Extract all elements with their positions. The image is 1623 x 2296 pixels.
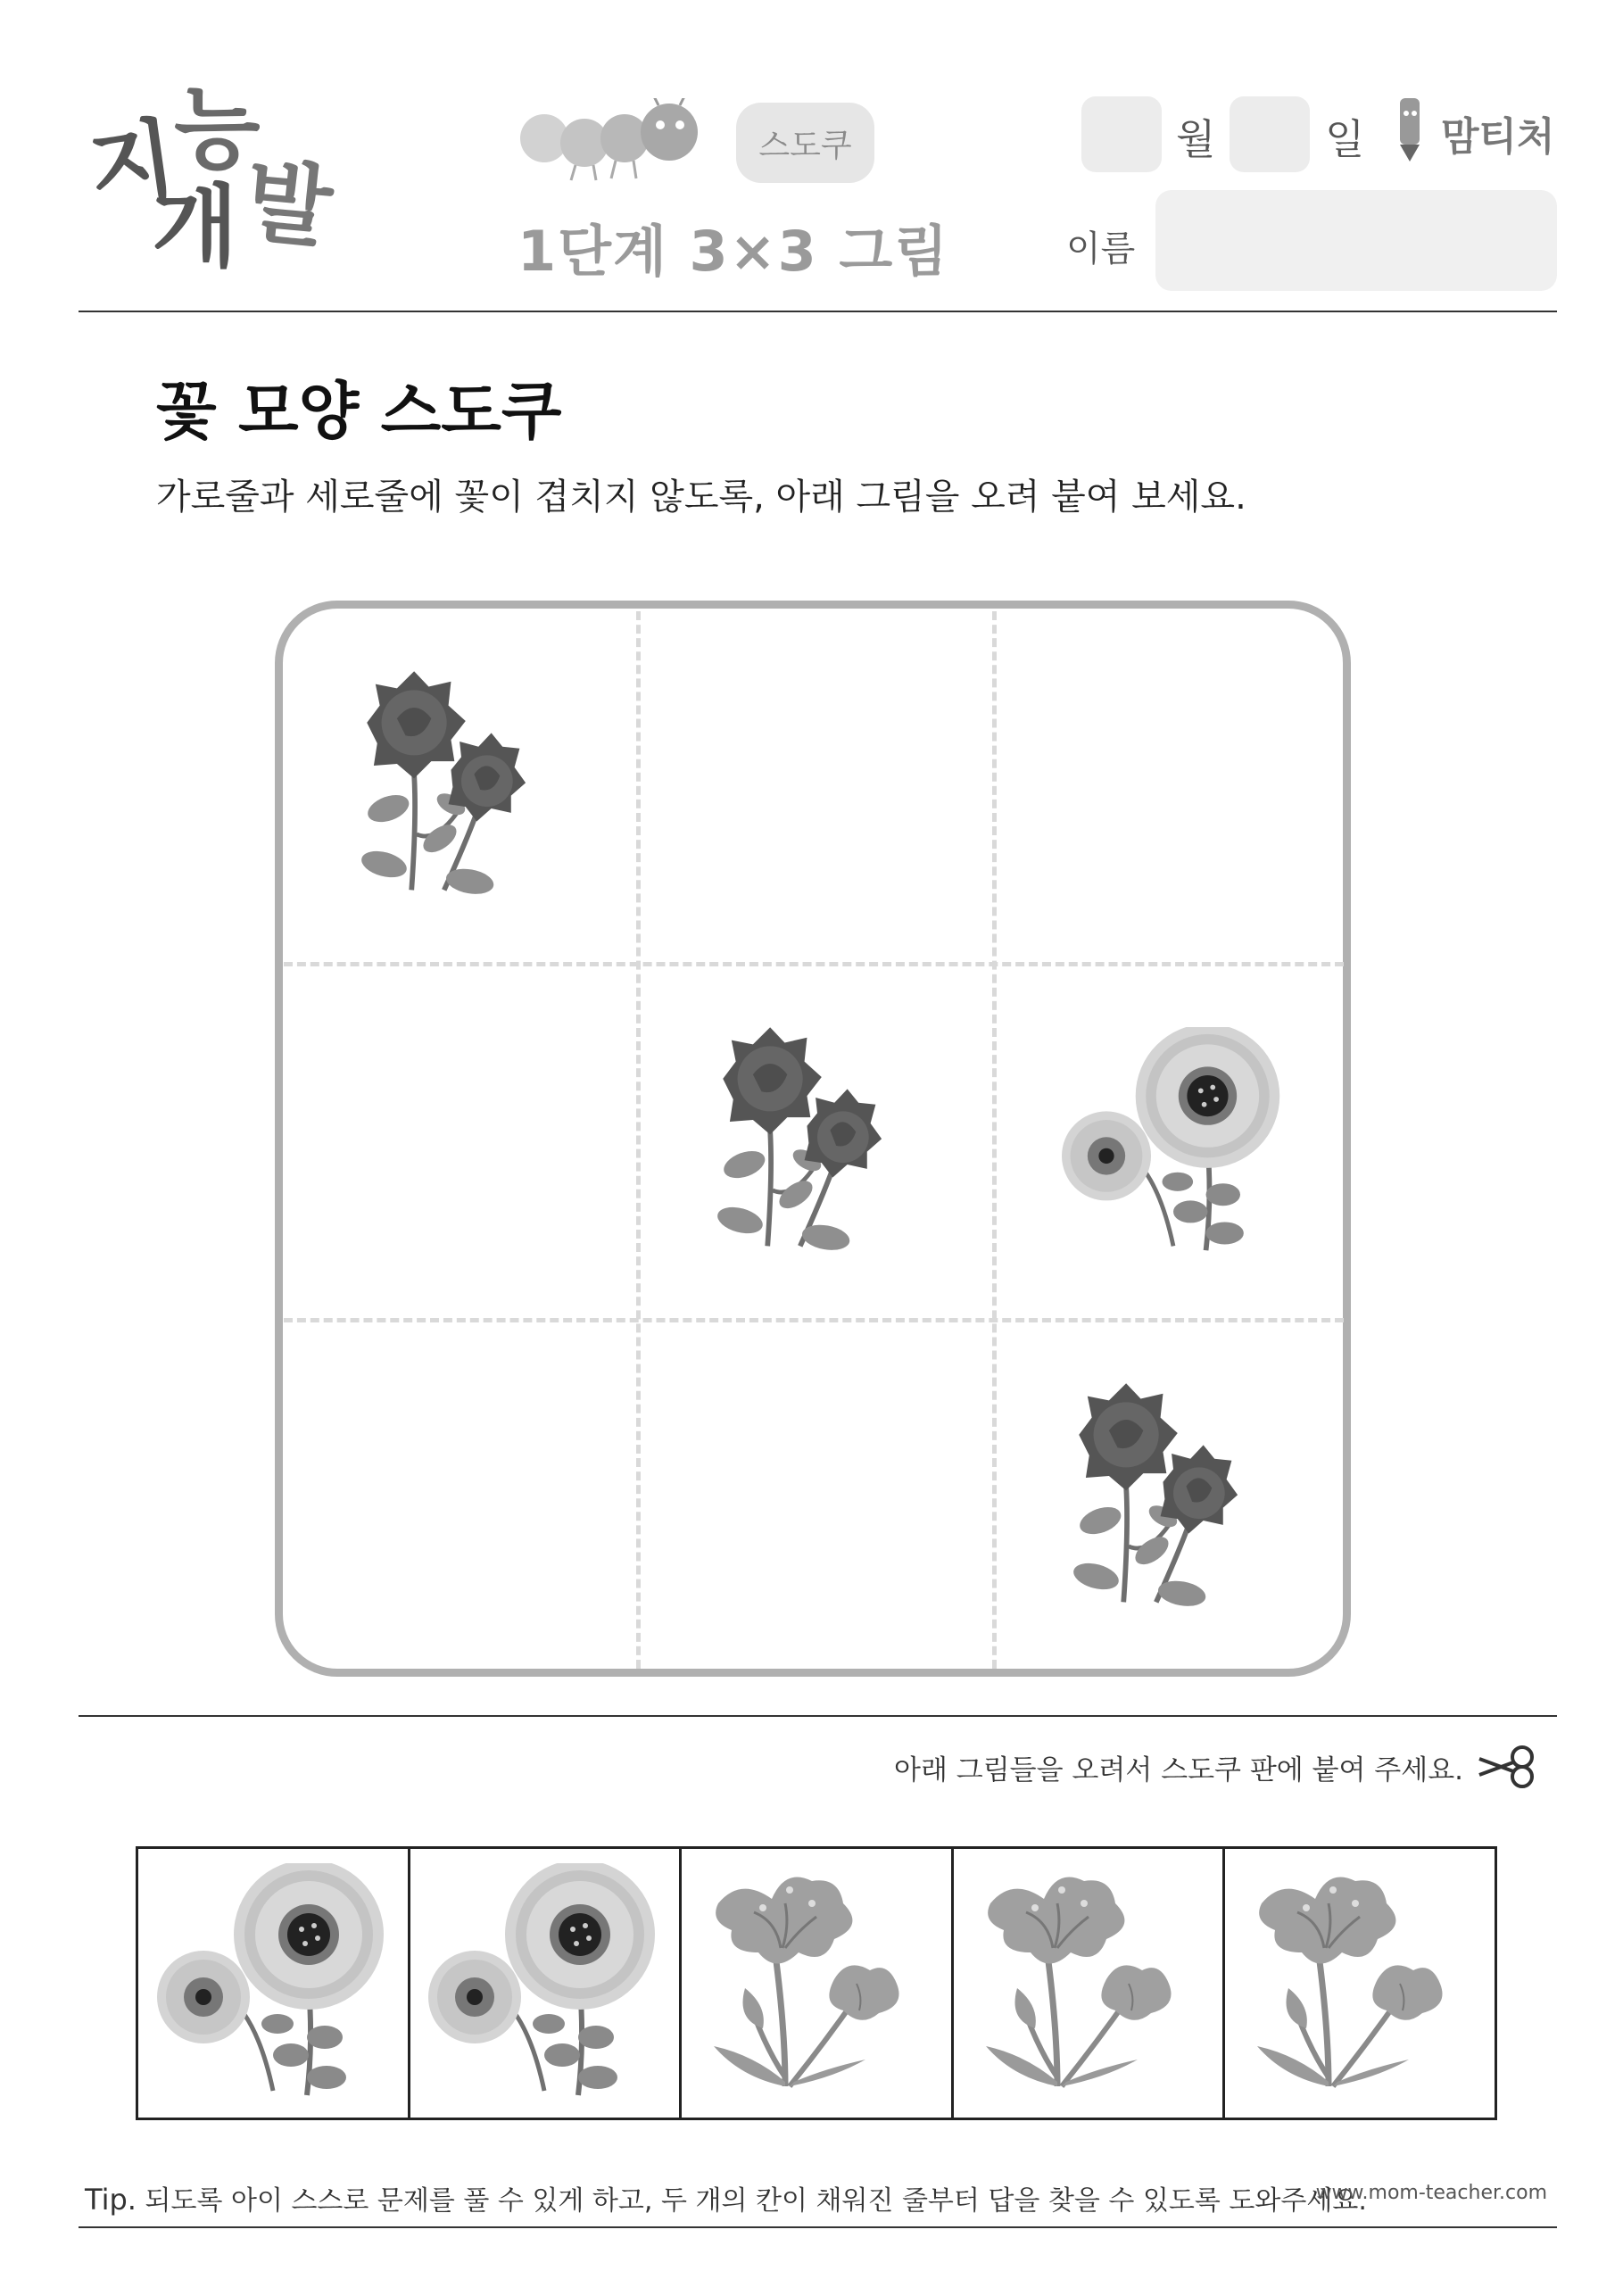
brand-mark	[1387, 94, 1557, 165]
scissors-icon	[1476, 1745, 1538, 1789]
day-input[interactable]	[1230, 96, 1310, 172]
tip-prefix: Tip.	[85, 2183, 137, 2217]
cutout-piece[interactable]	[1225, 1849, 1495, 2118]
worksheet-tag: 스도쿠	[736, 103, 874, 183]
lily-icon	[700, 1863, 932, 2104]
cutout-piece[interactable]	[954, 1849, 1226, 2118]
header-divider	[79, 311, 1557, 312]
website-url[interactable]: www.mom-teacher.com	[1315, 2182, 1547, 2204]
cutout-piece[interactable]	[682, 1849, 954, 2118]
pencil-icon	[1387, 94, 1432, 165]
grid-cell	[995, 1321, 1352, 1678]
grid-cell[interactable]	[995, 609, 1352, 966]
grid-cell	[995, 965, 1352, 1322]
brand-name: 맘티처	[1441, 114, 1555, 160]
rose-icon	[1062, 1383, 1285, 1615]
month-label: 월	[1176, 115, 1216, 163]
name-input[interactable]	[1155, 190, 1557, 291]
sunflower-icon	[157, 1863, 389, 2104]
footer-divider	[79, 2226, 1557, 2228]
instructions: 가로줄과 세로줄에 꽃이 겹치지 않도록, 아래 그림을 오려 붙여 보세요.	[156, 477, 1246, 518]
cutout-pieces	[136, 1846, 1497, 2120]
logo-char: 능	[174, 77, 261, 181]
logo-char: 발	[240, 148, 337, 261]
cutout-piece[interactable]	[138, 1849, 410, 2118]
cut-note-text: 아래 그림들을 오려서 스도쿠 판에 붙여 주세요.	[894, 1753, 1463, 1786]
rose-icon	[706, 1027, 929, 1259]
cutout-piece[interactable]	[410, 1849, 683, 2118]
lily-icon	[1244, 1863, 1476, 2104]
logo-char: 개	[152, 175, 238, 279]
worksheet-level: 1단계 3×3 그림	[518, 219, 950, 284]
lily-icon	[973, 1863, 1205, 2104]
month-input[interactable]	[1081, 96, 1162, 172]
grid-cell	[283, 609, 640, 966]
logo-char: 지	[82, 106, 183, 223]
grid-cell[interactable]	[639, 609, 996, 966]
name-label: 이름	[1066, 228, 1136, 269]
cut-divider	[79, 1715, 1557, 1717]
tip	[85, 2178, 1367, 2217]
brand-logo	[82, 77, 339, 281]
grid-cell	[639, 965, 996, 1322]
grid-cell[interactable]	[283, 1321, 640, 1678]
tip-text: 되도록 아이 스스로 문제를 풀 수 있게 하고, 두 개의 칸이 채워진 줄부터 답을 찾을 수 있도록 도와주세요.	[145, 2185, 1367, 2217]
cut-instructions	[894, 1745, 1538, 1789]
grid-cell[interactable]	[639, 1321, 996, 1678]
sunflower-icon	[428, 1863, 660, 2104]
rose-icon	[350, 671, 573, 903]
sunflower-icon	[1062, 1027, 1285, 1259]
page-title: 꽃 모양 스도쿠	[156, 375, 562, 448]
caterpillar-icon	[518, 98, 723, 187]
day-label: 일	[1325, 115, 1365, 163]
grid-cell[interactable]	[283, 965, 640, 1322]
